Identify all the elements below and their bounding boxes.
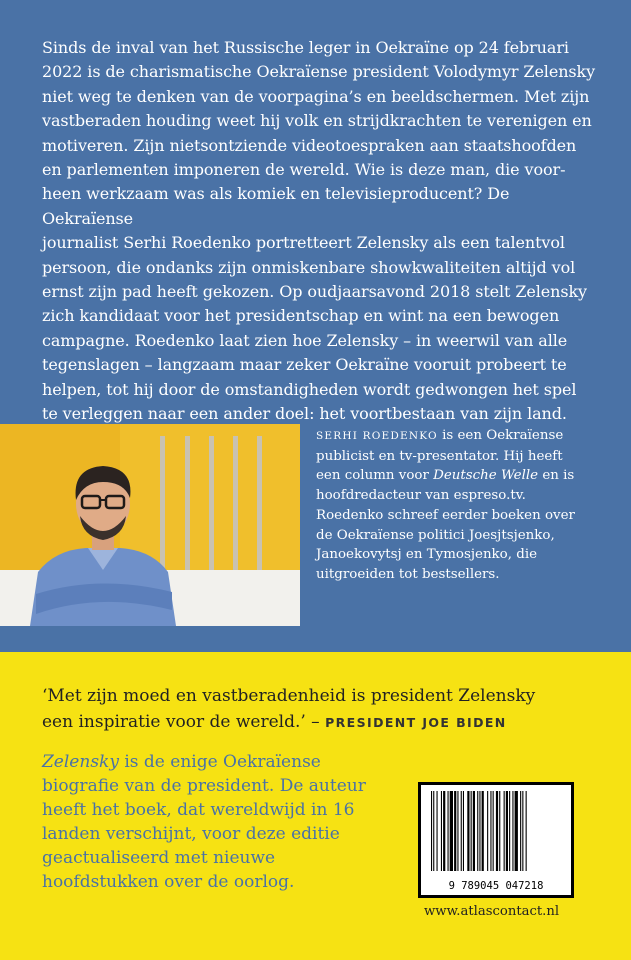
author-portrait-illustration <box>0 424 300 626</box>
blurb-line: Sinds de inval van het Russische leger in Oekraïne op 24 februari <box>42 38 569 57</box>
description-line: is de enige Oekraïense <box>118 752 321 772</box>
barcode-bar <box>499 791 500 871</box>
barcode-bar <box>493 791 494 871</box>
author-bio-text: hoofdredacteur van espreso.tv. <box>316 488 526 504</box>
author-bio-text: uitgroeiden tot bestsellers. <box>316 566 500 582</box>
blurb-line: motiveren. Zijn nietsontziende videotoespraken aan staatshoofden <box>42 135 577 155</box>
barcode-bar <box>496 791 498 871</box>
author-bio-text: publicist en tv-presentator. Hij heeft <box>316 448 563 464</box>
barcode-bar <box>482 791 484 871</box>
blurb-line: journalist Serhi Roedenko portretteert Zelensky als een talentvol <box>42 233 565 253</box>
author-bio-text: Janoekovytsj en Tymosjenko, die <box>316 547 538 563</box>
blurb-line: heen werkzaam was als komiek en televisieproducent? De Oekraïense <box>42 184 510 228</box>
blurb-line: campagne. Roedenko laat zien hoe Zelensky – in weerwil van alle <box>42 330 568 350</box>
barcode-bar <box>454 791 456 871</box>
blurb-line: zich kandidaat voor het presidentschap en wint na een bewogen <box>42 306 560 326</box>
isbn-number: 9 789045 047218 <box>448 880 544 892</box>
barcode-bar <box>448 791 449 871</box>
blurb-line: persoon, die ondanks zijn onmiskenbare showkwaliteiten altijd vol <box>42 257 576 277</box>
blurb-line: te verleggen naar een ander doel: het voortbestaan van zijn land. <box>42 404 567 424</box>
author-bio-text: is een Oekraïense <box>437 428 564 443</box>
barcode-bar <box>506 791 508 871</box>
barcode-bar <box>526 791 527 871</box>
barcode-bar <box>522 791 523 871</box>
publisher-website: www.atlascontact.nl <box>424 904 560 919</box>
author-bio-text: en is <box>538 468 575 484</box>
barcode-bar <box>463 791 464 871</box>
barcode-bar <box>509 791 510 871</box>
barcode-bar <box>461 791 462 871</box>
quote-line: ‘Met zijn moed en vastberadenheid is president Zelensky <box>42 686 536 706</box>
barcode-bar <box>441 791 442 871</box>
barcode-bar <box>487 791 488 871</box>
barcode-bar <box>431 791 432 871</box>
barcode-bar <box>504 791 505 871</box>
barcode-bar <box>479 791 480 871</box>
barcode-bar <box>443 791 445 871</box>
description-line: biografie van de president. De auteur <box>42 776 366 796</box>
author-bio-text: Roedenko schreef eerder boeken over <box>316 507 575 523</box>
blurb-line: 2022 is de charismatische Oekraïense president Volodymyr Zelensky <box>42 62 596 82</box>
barcode-bar <box>450 791 453 871</box>
description-line: geactualiseerd met nieuwe <box>42 848 276 868</box>
description-line: landen verschijnt, voor deze editie <box>42 824 340 844</box>
book-description <box>42 750 387 894</box>
back-cover-blurb <box>42 36 602 427</box>
barcode-bar <box>490 791 491 871</box>
author-bio <box>316 426 616 585</box>
barcode-bar <box>512 791 513 871</box>
barcode-bar <box>473 791 475 871</box>
book-title: Zelensky <box>42 752 119 772</box>
barcode-bar <box>477 791 478 871</box>
barcode <box>418 782 574 898</box>
author-name: SERHI ROEDENKO <box>316 430 438 442</box>
blurb-line: tegenslagen – langzaam maar zeker Oekraïne vooruit probeert te <box>42 355 567 375</box>
barcode-bar <box>471 791 472 871</box>
description-line: hoofdstukken over de oorlog. <box>42 872 295 892</box>
quote-line: een inspiratie voor de wereld.’ <box>42 712 306 732</box>
author-bio-text: de Oekraïense politici Joesjtsjenko, <box>316 527 555 543</box>
barcode-bars <box>421 785 571 877</box>
blurb-line: helpen, tot hij door de omstandigheden wordt gedwongen het spel <box>42 379 577 399</box>
barcode-bar <box>467 791 469 871</box>
author-bio-text: een column voor <box>316 468 434 484</box>
author-photo <box>0 424 300 626</box>
publication-name: Deutsche Welle <box>433 468 539 484</box>
quote-attribution: PRESIDENT JOE BIDEN <box>325 715 507 730</box>
barcode-bar <box>520 791 521 871</box>
barcode-bar <box>457 791 458 871</box>
blurb-line: en parlementen imponeren de wereld. Wie is deze man, die voor- <box>42 160 566 180</box>
endorsement-quote <box>42 683 612 736</box>
quote-dash: – <box>305 712 326 732</box>
barcode-bar <box>515 791 518 871</box>
blurb-line: vastberaden houding weet hij volk en strijdkrachten te verenigen en <box>42 111 592 131</box>
description-line: heeft het boek, dat wereldwijd in 16 <box>42 800 355 820</box>
barcode-bar <box>437 791 438 871</box>
blurb-line: ernst zijn pad heeft gekozen. Op oudjaarsavond 2018 stelt Zelensky <box>42 282 587 302</box>
barcode-bar <box>433 791 434 871</box>
blurb-line: niet weg te denken van de voorpagina’s en beeldschermen. Met zijn <box>42 86 590 106</box>
